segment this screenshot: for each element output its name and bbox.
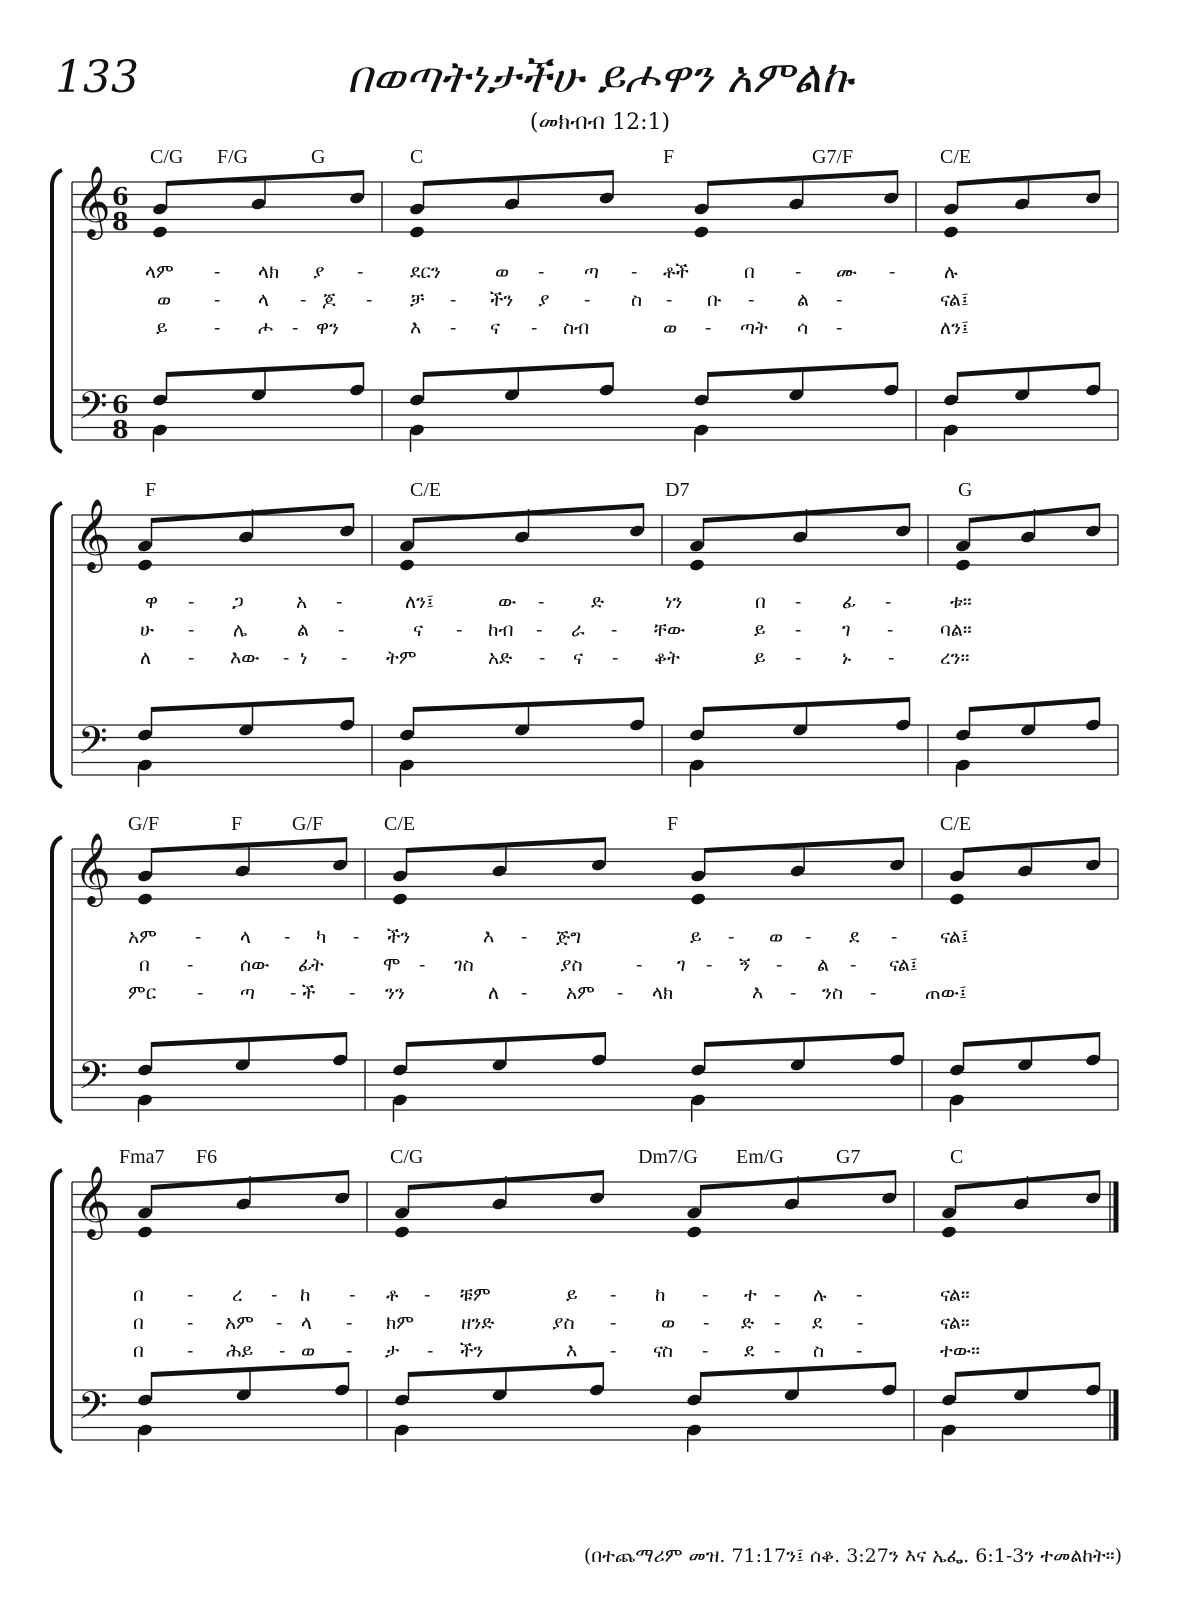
lyric-syllable: ደ [849, 926, 860, 948]
lyric-hyphen: - [336, 591, 343, 613]
lyric-hyphen: - [889, 261, 896, 283]
lyric-syllable: ፊ [842, 591, 857, 613]
chord-symbol: C [950, 1146, 964, 1168]
time-signature-bottom: 8 [112, 415, 129, 444]
lyric-syllable: እ [410, 317, 422, 339]
lyric-syllable: ዋ [145, 591, 159, 613]
lyric-syllable: ክም [386, 1312, 415, 1334]
lyric-syllable: ቹም [460, 1284, 491, 1306]
treble-lower-note [137, 1225, 154, 1239]
lyric-hyphen: - [188, 619, 195, 641]
lyric-syllable: ኑ [842, 647, 852, 669]
lyric-syllable: ሞ [383, 954, 401, 976]
lyric-syllable: ል [817, 954, 830, 976]
lyric-syllable: ሁ [140, 619, 155, 641]
lyric-syllable: ላ [301, 1312, 313, 1334]
scripture-reference: (መክብብ 12:1) [529, 110, 671, 135]
lyric-hyphen: - [891, 926, 898, 948]
lyric-syllable: ዘንድ [461, 1312, 495, 1334]
chord-symbol: F6 [196, 1146, 218, 1168]
lyric-hyphen: - [539, 647, 546, 669]
lyric-hyphen: - [536, 619, 543, 641]
lyric-hyphen: - [774, 1312, 781, 1334]
lyric-hyphen: - [419, 954, 426, 976]
lyric-syllable: ድ [591, 591, 605, 613]
lyric-hyphen: - [666, 289, 673, 311]
lyric-syllable: ቱ። [950, 591, 972, 613]
lyric-syllable: ጠው፤ [925, 982, 967, 1004]
lyric-syllable: ይ [690, 926, 702, 948]
treble-note [394, 1185, 411, 1220]
svg-text:𝄢: 𝄢 [78, 383, 108, 437]
treble-clef-icon [74, 1164, 111, 1240]
lyric-hyphen: - [195, 926, 202, 948]
lyric-syllable: ታ [385, 1340, 400, 1362]
lyric-syllable: ና [413, 619, 424, 641]
lyric-syllable: ተ [744, 1284, 757, 1306]
lyric-syllable: ረን። [940, 647, 970, 669]
lyric-syllable: በ [744, 261, 755, 283]
lyric-syllable: ደ [812, 1312, 823, 1334]
lyric-hyphen: - [341, 647, 348, 669]
lyric-syllable: ሉ [813, 1284, 827, 1306]
lyric-hyphen: - [805, 926, 812, 948]
lyric-syllable: ችን [387, 926, 411, 948]
lyric-syllable: ከ [300, 1284, 311, 1306]
lyric-syllable: ለን፤ [405, 591, 434, 613]
lyric-syllable: ከብ [488, 619, 514, 641]
lyric-hyphen: - [456, 619, 463, 641]
lyric-hyphen: - [790, 982, 797, 1004]
lyric-hyphen: - [795, 591, 802, 613]
lyric-hyphen: - [450, 317, 457, 339]
lyric-hyphen: - [353, 926, 360, 948]
chord-symbol: C/E [940, 813, 972, 835]
lyric-hyphen: - [836, 289, 843, 311]
lyric-syllable: ትም [386, 647, 417, 669]
lyric-syllable: በ [133, 1284, 144, 1306]
lyric-syllable: ስብ [563, 317, 590, 339]
lyric-hyphen: - [748, 289, 755, 311]
svg-text:𝄞: 𝄞 [74, 831, 111, 904]
lyric-syllable: ያስ [552, 1312, 575, 1334]
lyric-hyphen: - [850, 954, 857, 976]
lyric-hyphen: - [187, 954, 194, 976]
chord-symbol: F/G [217, 146, 249, 168]
lyric-syllable: ሰው [240, 954, 270, 976]
chord-symbol: G [958, 479, 973, 501]
lyric-syllable: ያስ [560, 954, 583, 976]
lyric-hyphen: - [856, 1340, 863, 1362]
lyric-hyphen: - [774, 1284, 781, 1306]
lyric-syllable: ላም [145, 261, 174, 283]
lyric-syllable: ያ [313, 261, 325, 283]
lyric-syllable: ጆ [322, 289, 336, 311]
svg-text:𝄞: 𝄞 [74, 164, 111, 237]
lyric-hyphen: - [187, 1340, 194, 1362]
chord-symbol: Em/G [736, 1146, 784, 1168]
chord-symbol: C/E [384, 813, 416, 835]
system-brace [52, 1170, 62, 1452]
lyric-syllable: ሖ [258, 317, 274, 339]
lyric-hyphen: - [584, 289, 591, 311]
lyric-syllable: ላክ [652, 982, 674, 1004]
lyric-syllable: ንን [385, 982, 405, 1004]
lyric-syllable: ወ [301, 1340, 316, 1362]
chord-symbol: C [410, 146, 424, 168]
lyric-hyphen: - [187, 1284, 194, 1306]
lyric-hyphen: - [450, 289, 457, 311]
lyric-syllable: በ [133, 1312, 144, 1334]
lyric-hyphen: - [349, 982, 356, 1004]
lyric-syllable: ል [797, 289, 810, 311]
song-title: በወጣትነታችሁ ይሖዋን አምልኩ [347, 52, 853, 103]
lyric-syllable: ይ [156, 317, 168, 339]
lyric-hyphen: - [187, 1312, 194, 1334]
svg-text:𝄞: 𝄞 [74, 497, 111, 570]
lyric-syllable: ናል። [940, 1312, 970, 1334]
lyric-syllable: ሕይ [226, 1340, 254, 1362]
lyric-hyphen: - [856, 1284, 863, 1306]
lyric-syllable: ሙ [836, 261, 857, 283]
lyric-hyphen: - [284, 926, 291, 948]
lyric-syllable: ቆት [654, 647, 680, 669]
lyric-syllable: ወ [157, 289, 172, 311]
lyric-syllable: ላ [240, 926, 252, 948]
chord-symbol: G7 [836, 1146, 861, 1168]
lyric-syllable: በ [755, 591, 766, 613]
lyric-hyphen: - [424, 1284, 431, 1306]
lyric-syllable: ናስ [653, 1340, 673, 1362]
lyric-syllable: ላ [258, 289, 270, 311]
lyric-syllable: በ [139, 954, 150, 976]
chord-symbol: G [311, 146, 326, 168]
lyric-syllable: ወ [661, 1312, 676, 1334]
treble-note [137, 1185, 154, 1220]
lyric-hyphen: - [338, 619, 345, 641]
lyric-syllable: አ [296, 591, 308, 613]
lyric-syllable: ናል፤ [940, 926, 969, 948]
lyric-hyphen: - [617, 982, 624, 1004]
lyric-syllable: ነን [665, 591, 683, 613]
svg-text:𝄞: 𝄞 [74, 1164, 111, 1237]
lyric-hyphen: - [703, 1312, 710, 1334]
lyric-syllable: ይ [566, 1284, 578, 1306]
lyric-hyphen: - [366, 289, 373, 311]
lyric-hyphen: - [521, 982, 528, 1004]
lyric-syllable: ድ [741, 1312, 755, 1334]
lyric-syllable: እ [483, 926, 495, 948]
chord-symbol: G/F [292, 813, 324, 835]
lyric-syllable: ንስ [822, 982, 844, 1004]
time-signature-top: 6 [112, 182, 129, 211]
lyric-syllable: ያ [538, 289, 550, 311]
chord-symbol: G7/F [812, 146, 854, 168]
lyric-syllable: በ [133, 1340, 144, 1362]
lyric-hyphen: - [774, 1340, 781, 1362]
lyric-syllable: ናል፤ [889, 954, 918, 976]
lyric-hyphen: - [521, 926, 528, 948]
lyric-hyphen: - [636, 954, 643, 976]
lyric-syllable: ወ [495, 261, 510, 283]
treble-staff [72, 1182, 1118, 1232]
chord-symbol: F [663, 146, 675, 168]
lyric-syllable: ለን፤ [940, 317, 969, 339]
lyric-syllable: ሳ [797, 317, 809, 339]
lyric-syllable: ጣት [740, 317, 768, 339]
lyric-syllable: ደ [744, 1340, 755, 1362]
lyric-hyphen: - [836, 317, 843, 339]
lyric-hyphen: - [357, 261, 364, 283]
lyric-syllable: ባል። [940, 619, 972, 641]
svg-text:𝄢: 𝄢 [78, 1383, 108, 1437]
lyric-hyphen: - [776, 954, 783, 976]
lyric-syllable: ይ [754, 647, 766, 669]
lyric-hyphen: - [538, 591, 545, 613]
lyric-syllable: ኝ [739, 954, 751, 976]
lyric-syllable: ከ [655, 1284, 666, 1306]
lyric-syllable: ው [498, 591, 517, 613]
treble-lower-note [394, 1225, 411, 1239]
lyric-hyphen: - [346, 1340, 353, 1362]
lyric-hyphen: - [631, 261, 638, 283]
lyric-syllable: ሉ [944, 261, 958, 283]
lyric-syllable: አድ [488, 647, 513, 669]
lyric-syllable: ነ [300, 647, 308, 669]
lyric-hyphen: - [611, 619, 618, 641]
lyric-hyphen: - [705, 317, 712, 339]
lyric-syllable: ጣ [240, 982, 256, 1004]
chord-symbol: C/G [150, 146, 184, 168]
lyric-hyphen: - [610, 1284, 617, 1306]
lyric-syllable: እው [230, 647, 260, 669]
lyric-hyphen: - [706, 954, 713, 976]
lyric-hyphen: - [728, 926, 735, 948]
lyric-hyphen: - [300, 289, 307, 311]
lyric-syllable: ዋን [316, 317, 340, 339]
lyric-hyphen: - [538, 261, 545, 283]
lyric-hyphen: - [276, 1312, 283, 1334]
lyric-hyphen: - [271, 1284, 278, 1306]
lyric-hyphen: - [888, 647, 895, 669]
lyric-syllable: ናል። [940, 1284, 970, 1306]
lyric-syllable: ረ [232, 1284, 243, 1306]
lyric-syllable: ናል፤ [940, 289, 969, 311]
chord-symbol: F [231, 813, 243, 835]
lyric-hyphen: - [346, 1312, 353, 1334]
bass-staff [72, 1390, 1118, 1440]
lyric-hyphen: - [610, 1340, 617, 1362]
bass-clef-icon [78, 1383, 108, 1437]
lyric-hyphen: - [795, 647, 802, 669]
lyric-hyphen: - [188, 591, 195, 613]
lyric-syllable: ችን [490, 289, 514, 311]
lyric-hyphen: - [349, 1284, 356, 1306]
lyric-hyphen: - [427, 1340, 434, 1362]
lyric-syllable: ቶች [663, 261, 689, 283]
lyric-hyphen: - [292, 317, 299, 339]
chord-symbol: Dm7/G [638, 1146, 698, 1168]
lyric-syllable: ገስ [454, 954, 474, 976]
lyric-hyphen: - [795, 261, 802, 283]
lyric-syllable: ለ [488, 982, 500, 1004]
svg-text:𝄢: 𝄢 [78, 1053, 108, 1107]
treble-lower-note [686, 1225, 703, 1239]
lyric-hyphen: - [283, 647, 290, 669]
lyric-syllable: ገ [842, 619, 851, 641]
lyric-syllable: አም [128, 926, 157, 948]
lyric-hyphen: - [795, 619, 802, 641]
lyric-hyphen: - [702, 1284, 709, 1306]
lyric-syllable: ስ [813, 1340, 825, 1362]
lyric-syllable: እ [566, 1340, 578, 1362]
lyric-syllable: ችን [460, 1340, 484, 1362]
lyric-syllable: አም [225, 1312, 254, 1334]
lyric-syllable: ራ [571, 619, 585, 641]
lyric-hyphen: - [279, 1340, 286, 1362]
lyric-syllable: ጋ [232, 591, 244, 613]
lyric-syllable: ላክ [258, 261, 280, 283]
lyric-hyphen: - [188, 647, 195, 669]
chord-symbol: D7 [665, 479, 690, 501]
lyric-syllable: ደርን [410, 261, 441, 283]
lyric-hyphen: - [214, 261, 221, 283]
lyric-hyphen: - [290, 982, 297, 1004]
chord-symbol: C/G [390, 1146, 424, 1168]
lyric-syllable: ጣ [584, 261, 600, 283]
lyric-syllable: ሌ [233, 619, 248, 641]
lyric-hyphen: - [857, 1312, 864, 1334]
chord-symbol: F [667, 813, 679, 835]
chord-symbol: Fma7 [119, 1146, 165, 1168]
lyric-hyphen: - [870, 982, 877, 1004]
lyric-syllable: ቻ [410, 289, 425, 311]
time-signature-top: 6 [112, 390, 129, 419]
time-signature-bottom: 8 [112, 207, 129, 236]
treble-lower-note [941, 1225, 958, 1239]
chord-symbol: C/E [410, 479, 442, 501]
lyric-syllable: ምር [128, 982, 157, 1004]
lyric-syllable: ል [297, 619, 310, 641]
lyric-syllable: ች [302, 982, 316, 1004]
lyric-hyphen: - [887, 619, 894, 641]
lyric-syllable: ስ [631, 289, 643, 311]
lyric-hyphen: - [702, 1340, 709, 1362]
lyric-syllable: አም [566, 982, 595, 1004]
lyric-syllable: ይ [754, 619, 766, 641]
lyric-hyphen: - [531, 317, 538, 339]
lyric-syllable: እ [752, 982, 764, 1004]
treble-note [941, 1185, 958, 1220]
lyric-hyphen: - [610, 1312, 617, 1334]
lyric-syllable: ለ [140, 647, 152, 669]
lyric-syllable: ወ [769, 926, 784, 948]
lyric-hyphen: - [214, 317, 221, 339]
lyric-syllable: ካ [316, 926, 327, 948]
lyric-hyphen: - [885, 591, 892, 613]
chord-symbol: F [145, 479, 157, 501]
lyric-hyphen: - [197, 982, 204, 1004]
lyric-syllable: ገ [677, 954, 686, 976]
treble-note [686, 1185, 703, 1220]
chord-symbol: C/E [940, 146, 972, 168]
lyric-syllable: ተው። [940, 1340, 980, 1362]
lyric-syllable: ጅግ [556, 926, 582, 948]
lyric-syllable: ና [573, 647, 584, 669]
svg-text:𝄢: 𝄢 [78, 718, 108, 772]
lyric-hyphen: - [214, 289, 221, 311]
lyric-syllable: ና [490, 317, 501, 339]
lyric-syllable: ቶ [386, 1284, 399, 1306]
footnote: (በተጨማሪም መዝ. 71:17ን፤ ሰቆ. 3:27ን እና ኤፌ. 6:1-3ን ተመልከት።) [583, 1545, 1122, 1567]
lyric-syllable: ቡ [707, 289, 722, 311]
chord-symbol: G/F [128, 813, 160, 835]
song-number: 133 [55, 52, 139, 103]
lyric-syllable: ወ [663, 317, 678, 339]
lyric-hyphen: - [612, 647, 619, 669]
lyric-syllable: ቸው [654, 619, 686, 641]
lyric-syllable: ፊት [298, 954, 324, 976]
